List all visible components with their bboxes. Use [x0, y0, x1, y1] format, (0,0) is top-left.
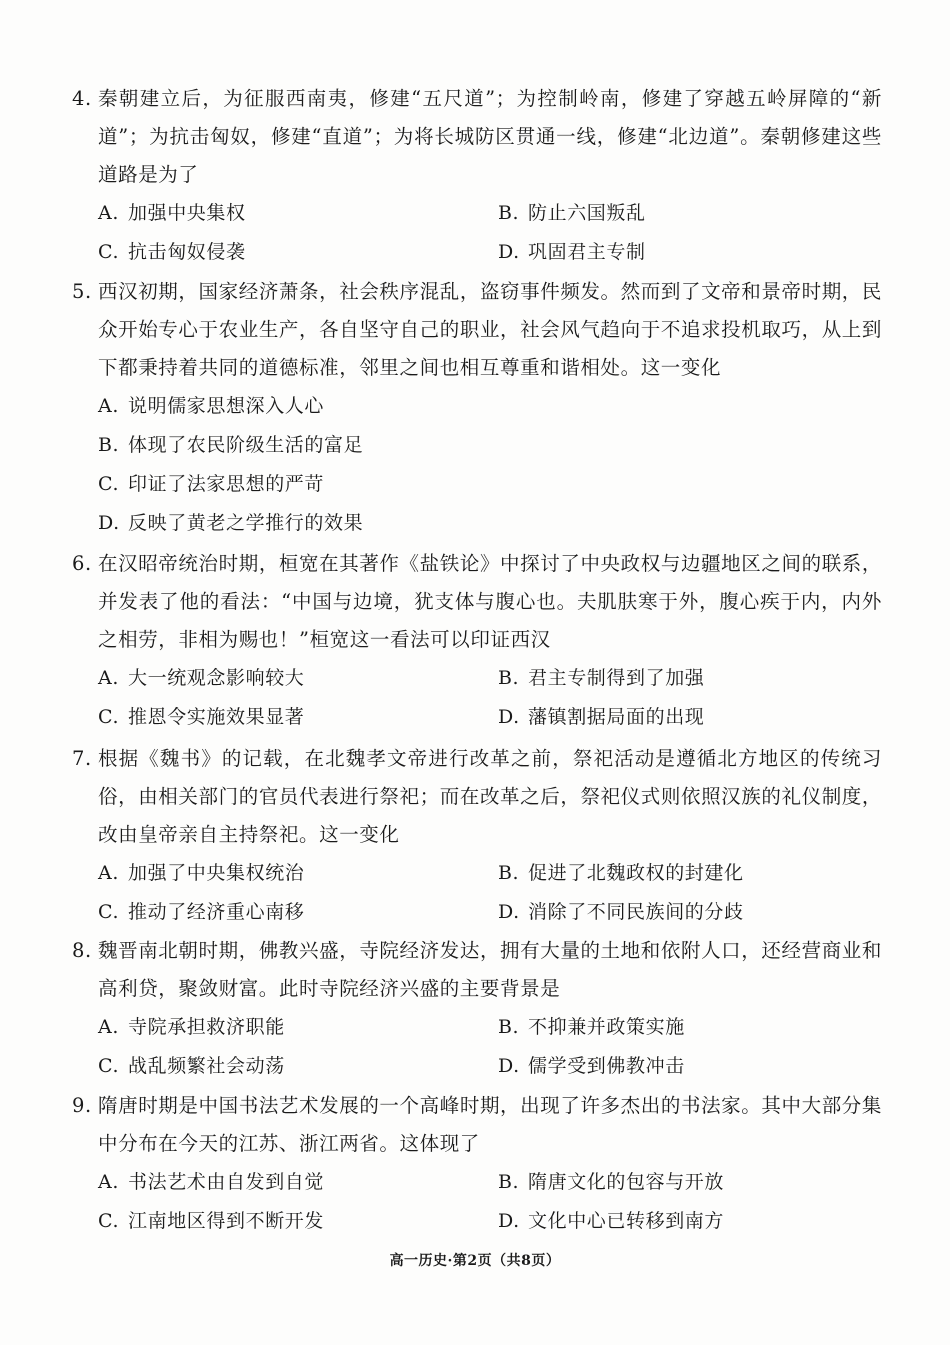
option-letter: D.: [498, 706, 520, 728]
option-letter: A.: [98, 862, 119, 884]
question-number: 5.: [72, 280, 92, 303]
option-text: 反映了黄老之学推行的效果: [128, 512, 364, 534]
option-text: 抗击匈奴侵袭: [128, 241, 246, 263]
question-9: [72, 1087, 882, 1241]
option-b: [498, 854, 744, 892]
option-c: [72, 465, 882, 504]
option-text: 说明儒家思想深入人心: [128, 395, 325, 417]
option-c: [98, 893, 304, 931]
question-number: 9.: [72, 1094, 92, 1117]
question-text: 在汉昭帝统治时期，桓宽在其著作《盐铁论》中探讨了中央政权与边疆地区之间的联系，并发表了他的看法：“中国与边境，犹支体与腹心也。夫肌肤寒于外，腹心疾于内，内外之相劳，非相为赐也！”桓宽这一看法可以印证西汉: [98, 552, 882, 651]
option-b: [72, 426, 882, 465]
option-letter: A.: [98, 667, 119, 689]
option-letter: B.: [498, 862, 520, 884]
question-text: 西汉初期，国家经济萧条，社会秩序混乱，盗窃事件频发。然而到了文帝和景帝时期，民众开始专心于农业生产，各自坚守自己的职业，社会风气趋向于不追求投机取巧，从上到下都秉持着共同的道德标准，邻里之间也相互尊重和谐相处。这一变化: [98, 280, 882, 379]
option-text: 大一统观念影响较大: [128, 667, 305, 689]
options: [72, 1008, 882, 1086]
option-text: 文化中心已转移到南方: [528, 1210, 725, 1232]
option-c: [98, 698, 304, 736]
option-c: [98, 233, 246, 271]
options: [72, 854, 882, 932]
question-6: [72, 545, 882, 737]
option-letter: C.: [98, 473, 120, 495]
options: [72, 659, 882, 737]
question-8: [72, 932, 882, 1086]
question-7: [72, 740, 882, 932]
option-letter: C.: [98, 706, 120, 728]
option-a: [98, 659, 304, 697]
option-letter: D.: [498, 241, 520, 263]
option-text: 江南地区得到不断开发: [128, 1210, 325, 1232]
option-text: 巩固君主专制: [528, 241, 646, 263]
option-letter: D.: [498, 1210, 520, 1232]
option-text: 藩镇割据局面的出现: [528, 706, 705, 728]
option-letter: C.: [98, 901, 120, 923]
option-text: 加强了中央集权统治: [128, 862, 305, 884]
option-text: 防止六国叛乱: [528, 202, 646, 224]
option-b: [498, 194, 646, 232]
question-stem: [72, 740, 882, 854]
option-text: 消除了不同民族间的分歧: [528, 901, 744, 923]
option-letter: B.: [98, 434, 120, 456]
option-d: [498, 1047, 685, 1085]
option-text: 促进了北魏政权的封建化: [528, 862, 744, 884]
option-text: 书法艺术由自发到自觉: [128, 1171, 325, 1193]
page-footer: 高一历史·第2页（共8页）: [389, 1253, 561, 1269]
question-text: 根据《魏书》的记载，在北魏孝文帝进行改革之前，祭祀活动是遵循北方地区的传统习俗，由相关部门的官员代表进行祭祀；而在改革之后，祭祀仪式则依照汉族的礼仪制度，改由皇帝亲自主持祭祀。这一变化: [98, 747, 882, 846]
option-letter: A.: [98, 395, 119, 417]
option-text: 君主专制得到了加强: [528, 667, 705, 689]
option-a: [98, 854, 304, 892]
option-text: 隋唐文化的包容与开放: [528, 1171, 725, 1193]
option-d: [498, 893, 744, 931]
question-text: 魏晋南北朝时期，佛教兴盛，寺院经济发达，拥有大量的土地和依附人口，还经营商业和高利贷，聚敛财富。此时寺院经济兴盛的主要背景是: [98, 939, 882, 1000]
option-text: 推恩令实施效果显著: [128, 706, 305, 728]
option-letter: B.: [498, 1171, 520, 1193]
option-letter: A.: [98, 1171, 119, 1193]
option-a: [98, 1163, 324, 1201]
option-text: 印证了法家思想的严苛: [128, 473, 325, 495]
option-letter: A.: [98, 1016, 119, 1038]
option-letter: D.: [98, 512, 120, 534]
option-a: [98, 1008, 285, 1046]
question-4: [72, 80, 882, 272]
question-stem: [72, 80, 882, 194]
question-text: 秦朝建立后，为征服西南夷，修建“五尺道”；为控制岭南，修建了穿越五岭屏障的“新道”；为抗击匈奴，修建“直道”；为将长城防区贯通一线，修建“北边道”。秦朝修建这些道路是为了: [98, 87, 882, 186]
question-number: 4.: [72, 87, 92, 110]
option-letter: A.: [98, 202, 119, 224]
option-d: [72, 504, 882, 543]
options: [72, 194, 882, 272]
question-5: [72, 273, 882, 543]
option-text: 儒学受到佛教冲击: [528, 1055, 685, 1077]
question-number: 6.: [72, 552, 92, 575]
options: [72, 1163, 882, 1241]
option-letter: D.: [498, 901, 520, 923]
option-d: [498, 698, 704, 736]
question-stem: [72, 1087, 882, 1163]
option-text: 战乱频繁社会动荡: [128, 1055, 285, 1077]
option-c: [98, 1047, 285, 1085]
question-stem: [72, 545, 882, 659]
option-letter: B.: [498, 667, 520, 689]
option-letter: C.: [98, 1055, 120, 1077]
question-stem: [72, 932, 882, 1008]
option-text: 体现了农民阶级生活的富足: [128, 434, 364, 456]
question-number: 7.: [72, 747, 92, 770]
option-text: 推动了经济重心南移: [128, 901, 305, 923]
question-stem: [72, 273, 882, 387]
option-text: 不抑兼并政策实施: [528, 1016, 685, 1038]
options: [72, 387, 882, 543]
option-a: [72, 387, 882, 426]
option-letter: B.: [498, 202, 520, 224]
option-c: [98, 1202, 324, 1240]
option-b: [498, 1163, 724, 1201]
option-d: [498, 233, 646, 271]
option-text: 加强中央集权: [128, 202, 246, 224]
option-letter: D.: [498, 1055, 520, 1077]
option-a: [98, 194, 246, 232]
option-text: 寺院承担救济职能: [128, 1016, 285, 1038]
option-letter: C.: [98, 1210, 120, 1232]
question-number: 8.: [72, 939, 92, 962]
option-letter: B.: [498, 1016, 520, 1038]
option-b: [498, 659, 704, 697]
option-letter: C.: [98, 241, 120, 263]
option-b: [498, 1008, 685, 1046]
question-text: 隋唐时期是中国书法艺术发展的一个高峰时期，出现了许多杰出的书法家。其中大部分集中分布在今天的江苏、浙江两省。这体现了: [98, 1094, 882, 1155]
option-d: [498, 1202, 724, 1240]
